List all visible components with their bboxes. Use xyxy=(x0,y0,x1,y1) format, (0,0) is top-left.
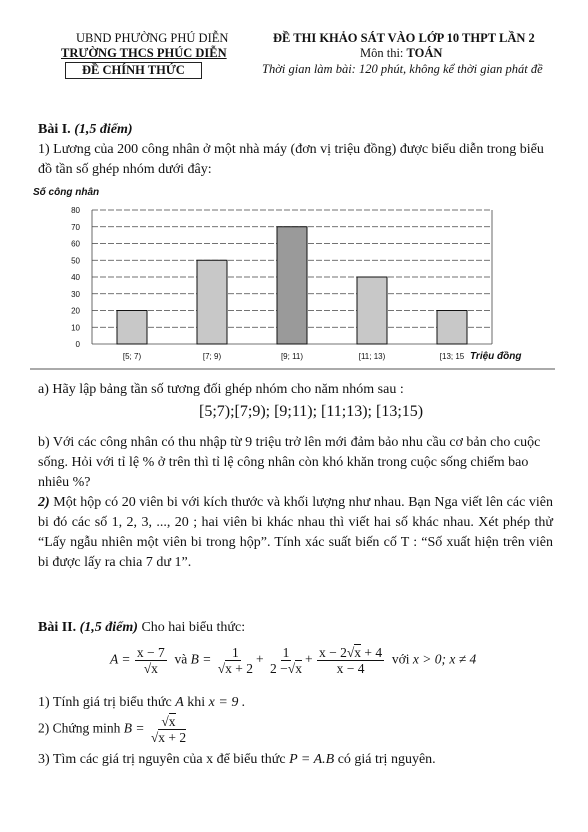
term3-num-b: + 4 xyxy=(364,645,383,660)
chart-bars xyxy=(117,227,467,344)
y-tick-label: 50 xyxy=(71,256,80,266)
y-tick-label: 60 xyxy=(71,239,80,249)
bai1-heading xyxy=(38,120,133,140)
bai2-q1-var: A xyxy=(175,695,184,710)
expr-b-term1 xyxy=(216,645,255,676)
bai2-q2-fraction xyxy=(149,714,188,745)
histogram-bar xyxy=(117,311,147,345)
expr-a-numerator: x − 7 xyxy=(136,645,165,660)
bai2-expressions: A = $\frac{x - 7}{√x}$ và B = $\frac{1}{√x + 2}$ + $\frac{1}{2 -√x}$ + $\frac{x - 2√x + 4}{x - 4}$ với x > 0; x ≠ 4 xyxy=(110,645,477,676)
term1-numerator: 1 xyxy=(232,645,239,660)
histogram-chart xyxy=(0,183,588,375)
bai2-q2-text: 2) Chứng minh xyxy=(38,720,121,736)
bai2-intro: Cho hai biểu thức: xyxy=(141,620,246,635)
bai2-q2-lhs: B = xyxy=(123,720,145,736)
sqrt-radicand: x + 2 xyxy=(158,730,187,745)
exam-time: Thời gian làm bài: 120 phút, không kể thời gian phát đề xyxy=(262,62,543,76)
bai2-q3-expr: P = A.B xyxy=(289,752,335,767)
q2-numerator: √x xyxy=(161,714,176,729)
condition-word: với xyxy=(391,651,410,667)
histogram-bar xyxy=(437,311,467,345)
school-authority: UBND PHƯỜNG PHÚ DIỄN xyxy=(76,31,229,45)
bai2-q1-when: khi xyxy=(187,695,206,710)
sqrt-radicand: x xyxy=(354,645,361,660)
expr-b-term2 xyxy=(268,645,304,676)
sqrt-radicand: x xyxy=(168,714,176,729)
bai2-q1 xyxy=(38,693,245,713)
bai1-q2-number: 2) xyxy=(38,495,50,510)
official-stamp: ĐỀ CHÍNH THỨC xyxy=(65,62,202,79)
bai2-points: (1,5 điểm) xyxy=(79,620,138,635)
sqrt-radicand: x xyxy=(225,661,232,676)
term2-numerator: 1 xyxy=(282,645,290,660)
histogram-bar xyxy=(277,227,307,344)
y-tick-label: 0 xyxy=(75,340,80,349)
expr-b-term3 xyxy=(317,645,384,676)
y-tick-label: 80 xyxy=(71,206,80,215)
condition: x > 0; x ≠ 4 xyxy=(412,651,477,667)
sqrt-radicand: x xyxy=(295,661,302,676)
bai1-qb: b) Với các công nhân có thu nhập từ 9 triệu trở lên mới đảm bảo nhu cầu cơ bản cho cuộc sống. Hỏi với tỉ lệ % ở trên thì tỉ lệ công nhân còn khó khăn trong cuộc sống chiếm bao nhiêu %? xyxy=(38,435,541,490)
group-list: [5;7);[7;9); [9;11); [11;13); [13;15) xyxy=(199,403,424,420)
chart-x-ticks xyxy=(123,352,465,361)
bai2-q1-value: x = 9 . xyxy=(208,695,246,710)
x-tick-label: [9; 11) xyxy=(280,352,304,361)
x-tick-label: [5; 7) xyxy=(122,352,142,361)
bai2-heading xyxy=(38,618,245,638)
bai2-q2 xyxy=(38,714,189,745)
word-and: và xyxy=(174,651,188,667)
bai1-q2-text: Một hộp có 20 viên bi với kích thước và khối lượng như nhau. Bạn Nga viết lên các viên bi đó các số 1, 2, 3, ..., 20 ; hai viên bi khác nhau thì viết hai số khác nhau. Xét phép thử “Lấy ngẫu nhiên một viên bi trong hộp”. Tính xác suất biến cố T : “Số xuất hiện trên viên bi được lấy ra chia 7 dư 1”. xyxy=(38,495,554,570)
x-axis-label: Triệu đồng xyxy=(470,351,522,362)
y-tick-label: 40 xyxy=(71,273,80,282)
expr-a-lhs: A = xyxy=(110,651,131,667)
term3-num-a: x − 2 xyxy=(318,645,347,660)
sqrt-radicand: x xyxy=(151,661,158,676)
bai2-q3-end: có giá trị nguyên. xyxy=(337,752,436,767)
bai2-q3-text: 3) Tìm các giá trị nguyên của x để biểu thức xyxy=(38,752,286,767)
histogram-bar xyxy=(197,260,227,344)
bai1-points: (1,5 điểm) xyxy=(74,122,133,137)
y-axis-label: Số công nhân xyxy=(33,187,100,198)
term2-den-prefix: 2 − xyxy=(270,661,288,676)
expr-a-fraction xyxy=(135,645,167,676)
subject-label: Môn thi: xyxy=(360,46,404,60)
term2-denominator: 2 −√x xyxy=(270,661,302,676)
chart-y-ticks xyxy=(71,206,80,349)
histogram-bar xyxy=(357,277,387,344)
y-tick-label: 10 xyxy=(71,323,80,333)
bai1-title: Bài I. xyxy=(38,122,71,137)
bai2-title: Bài II. xyxy=(38,620,77,635)
q2-denominator: √x + 2 xyxy=(150,730,187,745)
x-tick-label: [11; 13) xyxy=(358,352,386,361)
y-tick-label: 70 xyxy=(71,222,80,232)
expr-b-lhs: B = xyxy=(190,651,212,667)
bai2-q3 xyxy=(38,750,436,770)
bai2-q1-text: 1) Tính giá trị biểu thức xyxy=(38,695,172,710)
x-tick-label: [13; 15 xyxy=(439,352,465,361)
term3-denominator: x − 4 xyxy=(336,661,365,676)
y-tick-label: 20 xyxy=(71,306,80,316)
bai1-qa: a) Hãy lập bảng tần số tương đối ghép nhóm cho năm nhóm sau : xyxy=(38,382,404,397)
subject-name: TOÁN xyxy=(406,46,443,60)
subject-line xyxy=(360,46,442,61)
school-name: TRƯỜNG THCS PHÚC DIỄN xyxy=(61,46,227,60)
term3-numerator: x − 2√x + 4 xyxy=(318,645,383,660)
bai1-q1-intro: 1) Lương của 200 công nhân ở một nhà máy (đơn vị triệu đồng) được biểu diễn trong biểu đồ tần số ghép nhóm dưới đây: xyxy=(38,142,544,177)
exam-title: ĐỀ THI KHẢO SÁT VÀO LỚP 10 THPT LẦN 2 xyxy=(273,31,535,45)
x-tick-label: [7; 9) xyxy=(202,352,222,361)
bai1-q2 xyxy=(38,493,553,573)
y-tick-label: 30 xyxy=(71,289,80,299)
term1-denominator: √x + 2 xyxy=(217,661,254,676)
expr-a-denominator: √x xyxy=(143,661,158,676)
